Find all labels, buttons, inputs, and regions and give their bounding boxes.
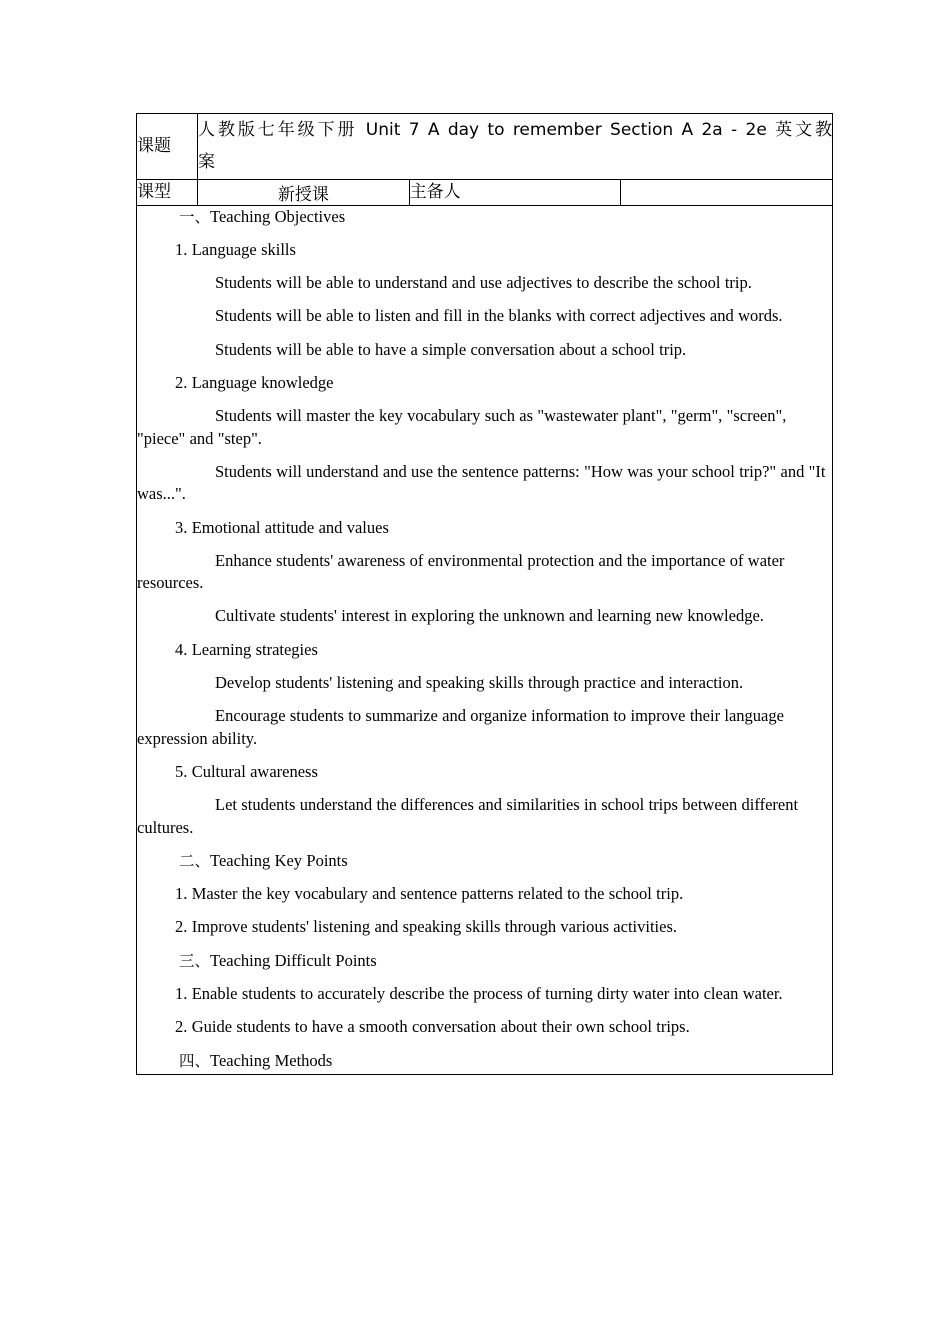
body-paragraph: 三、Teaching Difficult Points <box>179 950 377 970</box>
table-row-content <box>137 205 833 1074</box>
body-paragraph: 一、Teaching Objectives <box>179 206 346 226</box>
row-label-main-preparer <box>409 179 621 205</box>
body-paragraph: 四、Teaching Methods <box>179 1050 333 1070</box>
body-paragraph: 1. Master the key vocabulary and sentence patterns related to the school trip. <box>175 884 684 904</box>
table-row-lesson-type <box>137 179 833 205</box>
body-paragraph: Students will be able to have a simple conversation about a school trip. <box>215 339 687 359</box>
lesson-plan-content-cell <box>137 205 833 1074</box>
row-value-lesson-type <box>198 179 410 205</box>
section-numeral: 三、 <box>179 951 211 970</box>
body-paragraph: Students will be able to understand and use adjectives to describe the school trip. <box>215 273 752 293</box>
body-paragraph: 3. Emotional attitude and values <box>175 517 389 537</box>
body-paragraph: 2. Language knowledge <box>175 373 334 393</box>
body-paragraph: Students will master the key vocabulary such as "wastewater plant", "germ", "screen", "piece" and "step". <box>137 406 787 448</box>
body-paragraph: Develop students' listening and speaking skills through practice and interaction. <box>215 673 744 693</box>
body-paragraph: Encourage students to summarize and organize information to improve their language expression ability. <box>137 706 784 748</box>
subject-line-1: 人教版七年级下册 Unit 7 A day to remember Section A 2a - 2e 英文教 <box>198 120 832 140</box>
lesson-plan-table <box>136 113 833 1075</box>
lesson-type-value: 新授课 <box>277 184 329 205</box>
body-paragraph: Students will be able to listen and fill in the blanks with correct adjectives and words. <box>215 306 783 326</box>
row-label-subject-text: 课题 <box>137 135 171 156</box>
lesson-plan-body <box>137 206 832 1072</box>
subject-line-2: 案 <box>198 152 215 173</box>
section-numeral: 二、 <box>179 851 211 870</box>
section-numeral: 一、 <box>179 207 211 226</box>
body-paragraph: Cultivate students' interest in exploring the unknown and learning new knowledge. <box>215 606 764 626</box>
body-paragraph: 1. Language skills <box>175 239 296 259</box>
body-paragraph: 1. Enable students to accurately describe the process of turning dirty water into clean water. <box>175 984 783 1004</box>
body-paragraph: 二、Teaching Key Points <box>179 850 348 870</box>
row-label-subject <box>137 114 198 180</box>
body-paragraph: 2. Improve students' listening and speaking skills through various activities. <box>175 917 677 937</box>
body-paragraph: Let students understand the differences and similarities in school trips between different cultures. <box>137 795 799 837</box>
row-value-subject <box>198 114 833 180</box>
row-label-lesson-type-text: 课型 <box>137 181 171 202</box>
body-paragraph: 2. Guide students to have a smooth conversation about their own school trips. <box>175 1017 690 1037</box>
body-paragraph: Students will understand and use the sentence patterns: "How was your school trip?" and "It was...". <box>137 461 826 504</box>
body-paragraph: 4. Learning strategies <box>175 639 318 659</box>
main-preparer-label: 主备人 <box>409 181 461 202</box>
table-row-title <box>137 114 833 180</box>
row-label-lesson-type <box>137 179 198 205</box>
section-numeral: 四、 <box>179 1051 211 1070</box>
table-body <box>137 114 833 1075</box>
row-value-main-preparer <box>621 179 833 205</box>
body-paragraph: 5. Cultural awareness <box>175 761 318 781</box>
body-paragraph: Enhance students' awareness of environmental protection and the importance of water resources. <box>137 550 785 593</box>
